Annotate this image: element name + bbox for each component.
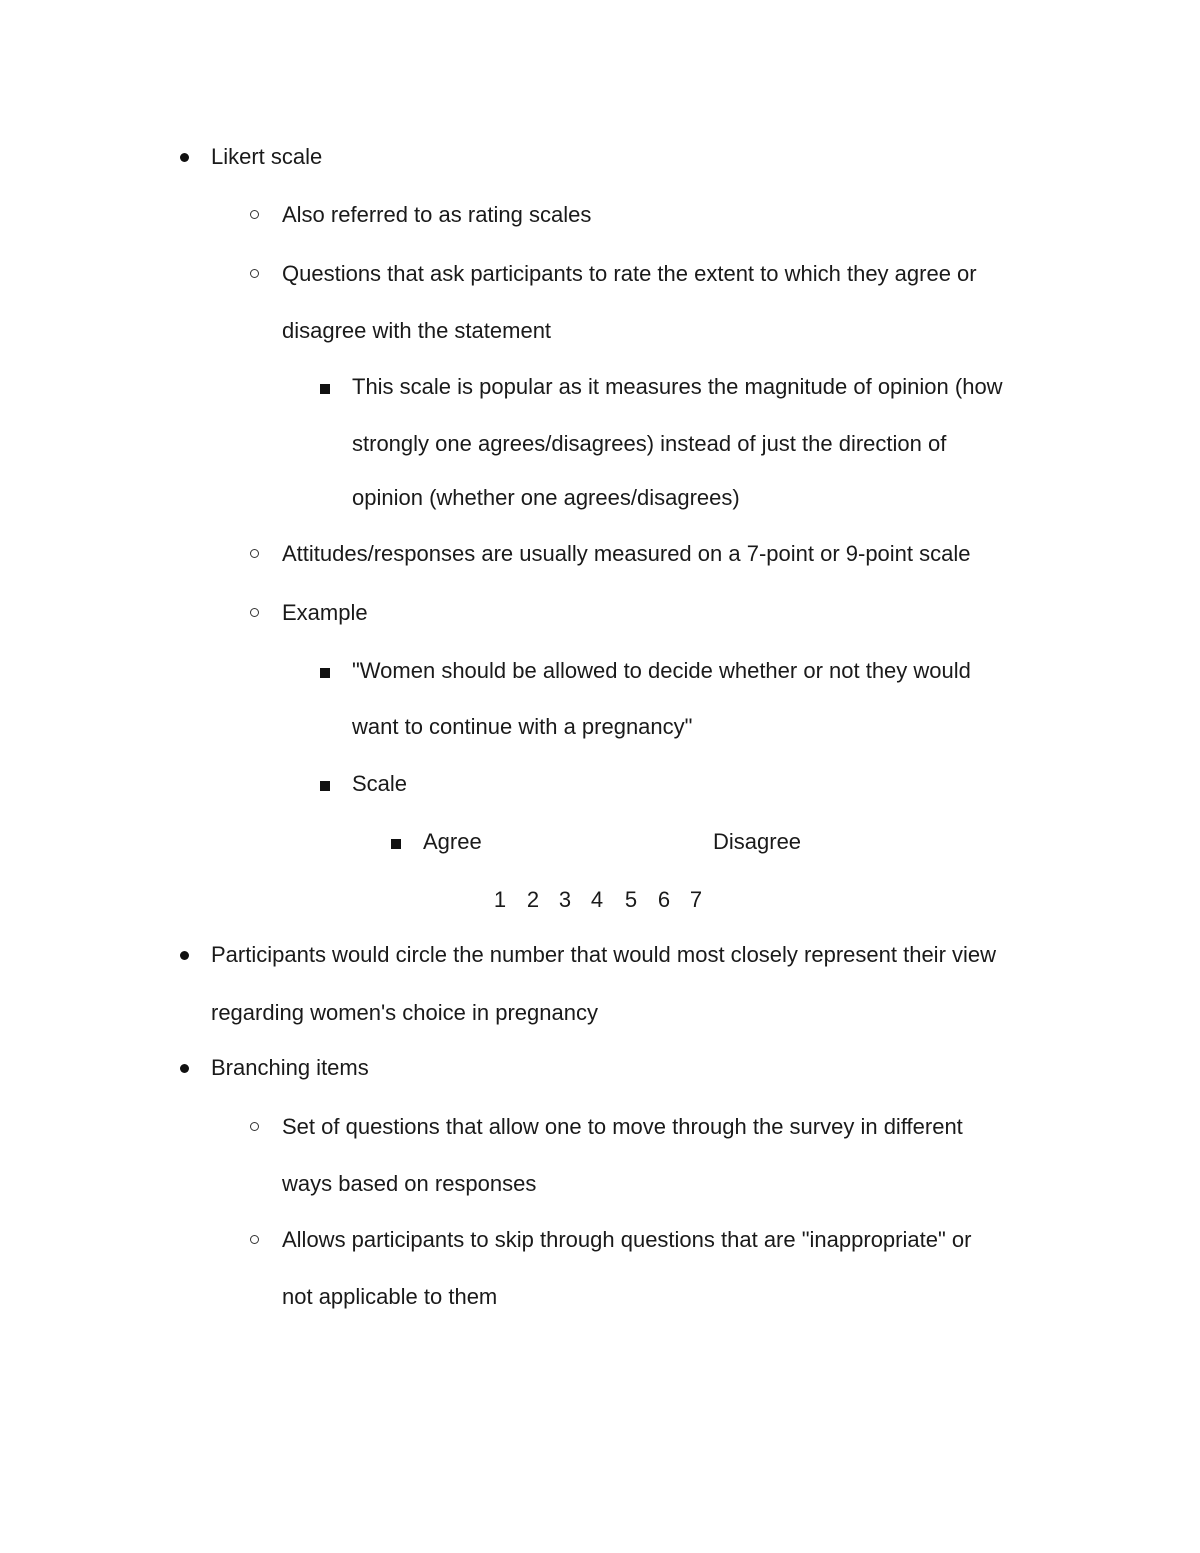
list-item-scale: Scale (352, 771, 408, 796)
list-item-quote-line1: "Women should be allowed to decide whether or not they would (352, 658, 971, 683)
scale-disagree-label: Disagree (713, 829, 802, 854)
level2-bullet-icon (250, 210, 259, 219)
list-item-popular-line3: opinion (whether one agrees/disagrees) (352, 485, 740, 510)
list-item-allows-line1: Allows participants to skip through questions that are "inappropriate" or (282, 1227, 972, 1252)
scale-number: 2 (526, 887, 540, 912)
scale-number: 1 (493, 887, 507, 912)
scale-number: 7 (689, 887, 703, 912)
list-item-questions-line2: disagree with the statement (282, 318, 552, 343)
scale-number: 5 (624, 887, 638, 912)
level2-bullet-icon (250, 269, 259, 278)
level1-bullet-icon (180, 951, 189, 960)
list-item-questions-line1: Questions that ask participants to rate the extent to which they agree or (282, 261, 977, 286)
list-item-rating-scales: Also referred to as rating scales (282, 202, 592, 227)
list-item-branching: Branching items (211, 1055, 369, 1080)
level3-bullet-icon (320, 384, 330, 394)
list-item-popular-line1: This scale is popular as it measures the magnitude of opinion (how (352, 374, 1003, 399)
list-item-popular-line2: strongly one agrees/disagrees) instead of just the direction of (352, 431, 947, 456)
level3-bullet-icon (320, 781, 330, 791)
list-item-set-line1: Set of questions that allow one to move through the survey in different (282, 1114, 963, 1139)
level2-bullet-icon (250, 1235, 259, 1244)
level1-bullet-icon (180, 1064, 189, 1073)
level2-bullet-icon (250, 608, 259, 617)
list-item-attitudes: Attitudes/responses are usually measured on a 7-point or 9-point scale (282, 541, 971, 566)
level1-bullet-icon (180, 153, 189, 162)
level2-bullet-icon (250, 1122, 259, 1131)
scale-number: 6 (657, 887, 671, 912)
list-item-likert-scale: Likert scale (211, 144, 323, 169)
level2-bullet-icon (250, 549, 259, 558)
list-item-participants-line2: regarding women's choice in pregnancy (211, 1000, 598, 1025)
list-item-set-line2: ways based on responses (282, 1171, 537, 1196)
scale-agree-label: Agree (423, 829, 482, 854)
list-item-quote-line2: want to continue with a pregnancy" (352, 714, 693, 739)
list-item-allows-line2: not applicable to them (282, 1284, 498, 1309)
scale-number: 4 (590, 887, 604, 912)
list-item-example: Example (282, 600, 368, 625)
level3-bullet-icon (320, 668, 330, 678)
level4-bullet-icon (391, 839, 401, 849)
list-item-participants-line1: Participants would circle the number that would most closely represent their view (211, 942, 997, 967)
scale-number: 3 (558, 887, 572, 912)
